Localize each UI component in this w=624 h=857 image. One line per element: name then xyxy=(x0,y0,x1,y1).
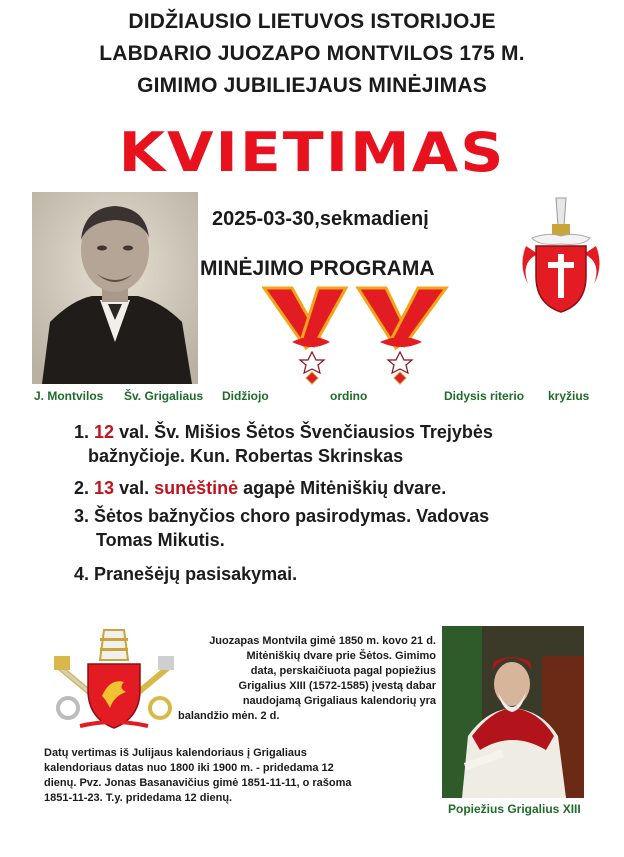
bio-text xyxy=(156,634,436,724)
note-line: Datų vertimas iš Julijaus kalendoriaus į Grigaliaus xyxy=(44,747,307,759)
pope-caption: Popiežius Grigalius XIII xyxy=(448,802,581,816)
item-text: val. Šv. Mišios Šėtos Švenčiausios Trejybės xyxy=(114,422,493,442)
caption-grigaliaus: Šv. Grigaliaus xyxy=(124,389,204,403)
item-text: Pranešėjų pasisakymai. xyxy=(94,564,298,584)
montvila-portrait xyxy=(32,192,198,384)
item-text: Šėtos bažnyčios choro pasirodymas. Vadovas xyxy=(94,506,490,526)
program-title: MINĖJIMO PROGRAMA xyxy=(200,257,435,280)
bio-line: naudojamą Grigaliaus kalendorių yra xyxy=(242,695,436,707)
caption-didziojo: Didžiojo xyxy=(222,389,269,403)
bio-line: data, perskaičiuota pagal popiežius xyxy=(250,665,436,677)
item-number: 2. xyxy=(74,478,90,498)
item-highlight: sunėštinė xyxy=(154,478,239,498)
portrait-illustration xyxy=(32,192,198,384)
item-text-continued: bažnyčioje. Kun. Robertas Skrinskas xyxy=(88,446,404,466)
note-line: kalendoriaus datas nuo 1800 iki 1900 m. - pridedama 12 xyxy=(44,762,334,774)
item-number: 3. xyxy=(74,506,90,526)
caption-kryzius: kryžius xyxy=(548,389,590,403)
item-text-continued: Tomas Mikutis. xyxy=(96,530,225,550)
program-item-3 xyxy=(74,504,489,552)
event-date: 2025-03-30,sekmadienį xyxy=(212,208,429,230)
note-line: dienų. Pvz. Jonas Basanavičius gimė 1851-11-11, o rašoma xyxy=(44,777,352,789)
pope-portrait xyxy=(442,626,584,798)
bio-line: balandžio mėn. 2 d. xyxy=(178,710,280,722)
invitation-title: KVIETIMAS xyxy=(118,121,506,185)
header-line-2: LABDARIO JUOZAPO MONTVILOS 175 M. xyxy=(99,42,525,65)
ribbon-crosses-icon xyxy=(262,286,450,398)
bio-line: Mitėniškių dvare prie Šėtos. Gimimo xyxy=(246,650,436,662)
program-item-2 xyxy=(74,476,446,500)
calendar-note xyxy=(44,746,434,806)
item-number: 4. xyxy=(74,564,90,584)
item-time: 12 xyxy=(94,422,115,442)
item-text: val. xyxy=(114,478,155,498)
coat-of-arms-icon xyxy=(518,196,604,314)
pope-illustration xyxy=(442,626,584,798)
note-line: 1851-11-23. T.y. pridedama 12 dienų. xyxy=(44,792,233,804)
item-number: 1. xyxy=(74,422,90,442)
bio-line: Grigalius XIII (1572-1585) įvestą dabar xyxy=(238,680,436,692)
coat-of-arms xyxy=(518,196,604,314)
item-text: agapė Mitėniškių dvare. xyxy=(238,478,447,498)
program-item-1 xyxy=(74,420,493,468)
item-time: 13 xyxy=(94,478,115,498)
header-line-1: DIDŽIAUSIO LIETUVOS ISTORIJOJE xyxy=(128,10,496,33)
program-item-4 xyxy=(74,562,297,586)
bio-line: Juozapas Montvila gimė 1850 m. kovo 21 d. xyxy=(209,635,436,647)
caption-montvila: J. Montvilos xyxy=(34,389,104,403)
order-ribbons xyxy=(262,286,450,398)
caption-ordino: ordino xyxy=(330,389,368,403)
header-line-3: GIMIMO JUBILIEJAUS MINĖJIMAS xyxy=(137,74,487,97)
caption-didysis: Didysis riterio xyxy=(444,389,525,403)
